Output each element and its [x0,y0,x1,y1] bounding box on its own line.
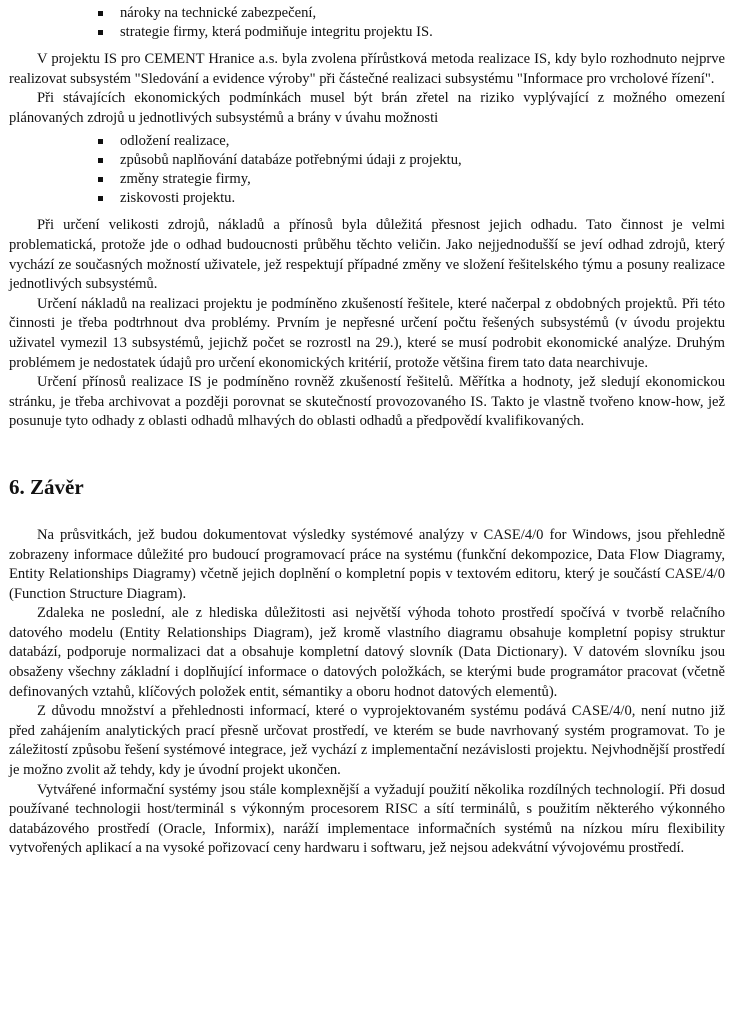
list-item-text: ziskovosti projektu. [120,190,236,207]
document-page [9,0,725,859]
list-item [9,132,725,151]
requirements-bullet-list [9,4,725,42]
options-bullet-list [9,132,725,208]
paragraph-environment: Z důvodu množství a přehlednosti informací, které o vyprojektovaném systému podává CASE/4/0, není nutno již před zahájením analytických prací přesně určovat prostředí, ve kterém se bude navrhovaný systém programovat. To je záležitostí způsobu řešení systémové integrace, jež vychází z implementační nezávislosti projektu. Nejvhodnější prostředí je možno zvolit až tehdy, kdy je úvodní projekt ukončen. [9,703,725,779]
bullet-icon [98,139,103,144]
list-item [9,189,725,208]
paragraph-economic-risk: Při stávajících ekonomických podmínkách musel být brán zřetel na riziko vyplývající z možného omezení plánovaných zdrojů u jednotlivých subsystémů a brány v úvahu možnosti [9,90,725,126]
paragraph-project-method: V projektu IS pro CEMENT Hranice a.s. byla zvolena přírůstková metoda realizace IS, kdy bylo rozhodnuto nejprve realizovat subsystém "Sledování a evidence výroby" při částečné realizaci subsystému "Informace pro vrcholové řízení". [9,51,725,87]
list-item-text: způsobů naplňování databáze potřebnými údaji z projektu, [120,152,462,169]
paragraph-benefits: Určení přínosů realizace IS je podmíněno rovněž zkušeností řešitelů. Měřítka a hodnoty, jež sledují ekonomickou stránku, je třeba archivovat a později porovnat se skutečností provozovaného IS. Takto je vlastně tvořeno know-how, jež posunuje tyto odhady z oblasti odhadů mlhavých do oblasti odhadů a předpovědí kvalifikovaných. [9,374,725,430]
list-item-text: strategie firmy, která podmiňuje integritu projektu IS. [120,24,433,40]
bullet-icon [98,177,103,182]
paragraph-estimation: Při určení velikosti zdrojů, nákladů a přínosů byla důležitá přesnost jejich odhadu. Tato činnost je velmi problematická, protože jde o odhad budoucnosti průběhu těchto veličin. Jako nejjednodušší se jeví odhad zdrojů, který vychází ze současných možností uživatele, jež respektují případné změny ve složení řešitelského týmu a posuny realizace jednotlivých subsystémů. [9,217,725,293]
paragraph-costs: Určení nákladů na realizaci projektu je podmíněno zkušeností řešitele, které načerpal z obdobných projektů. Při této činnosti je třeba podtrhnout dva problémy. Prvním je nepřesné určení počtu řešených subsystémů (v úvodu projektu uživatel vymezil 13 subsystémů, jejichž počet se rozrostl na 29.), které se musí podrobit ekonomické analýze. Druhým problémem je nedostatek údajů pro určení ekonomických kritérií, protože většina firem tato data nearchivuje. [9,295,725,371]
bullet-icon [98,158,103,163]
list-item [9,23,725,42]
list-item-text: nároky na technické zabezpečení, [120,5,317,21]
list-item-text: odložení realizace, [120,133,230,150]
list-item [9,4,725,23]
paragraph-transparencies: Na průsvitkách, jež budou dokumentovat výsledky systémové analýzy v CASE/4/0 for Windows, jsou přehledně zobrazeny informace důležité pro budoucí programovací práce na systému (funkční dekompozice, Data Flow Diagramy, Entity Relationships Diagramy) včetně jejich doplnění o kompletní popis v textovém editoru, který je součástí CASE/4/0 (Function Structure Diagram). [9,526,725,602]
list-item-text: změny strategie firmy, [120,171,251,188]
list-item [9,170,725,189]
paragraph-technologies: Vytvářené informační systémy jsou stále komplexnější a vyžadují použití několika rozdílných technologií. Při dosud používané technologii host/terminál s výkonným procesorem RISC a sítí terminálů, s použitím některého výkonného databázového prostředí (Oracle, Informix), naráží implementace informačních systémů na nízkou míru flexibility vytvořených aplikací a na vysoké pořizovací ceny hardwaru i softwaru, jež nejsou adekvátní vývojovému prostředí. [9,781,725,857]
bullet-icon [98,196,103,201]
paragraph-relational-model: Zdaleka ne poslední, ale z hlediska důležitosti asi největší výhoda tohoto prostředí spočívá v tvorbě relačního datového modelu (Entity Relationships Diagram), jež kromě vlastního diagramu obsahuje kompletní popisy struktur databází, podporuje normalizaci dat a obsahuje kompletní datový slovník (Data Dictionary). V datovém slovníku jsou obsaženy všechny základní i doplňující informace o datových položkách, se kterými bude programátor pracovat (včetně definovaných vztahů, klíčových položek entit, sémantiky a oboru hodnot datových elementů). [9,605,725,700]
bullet-icon [98,30,103,35]
bullet-icon [98,11,103,16]
section-heading: 6. Závěr [9,474,84,499]
list-item [9,151,725,170]
